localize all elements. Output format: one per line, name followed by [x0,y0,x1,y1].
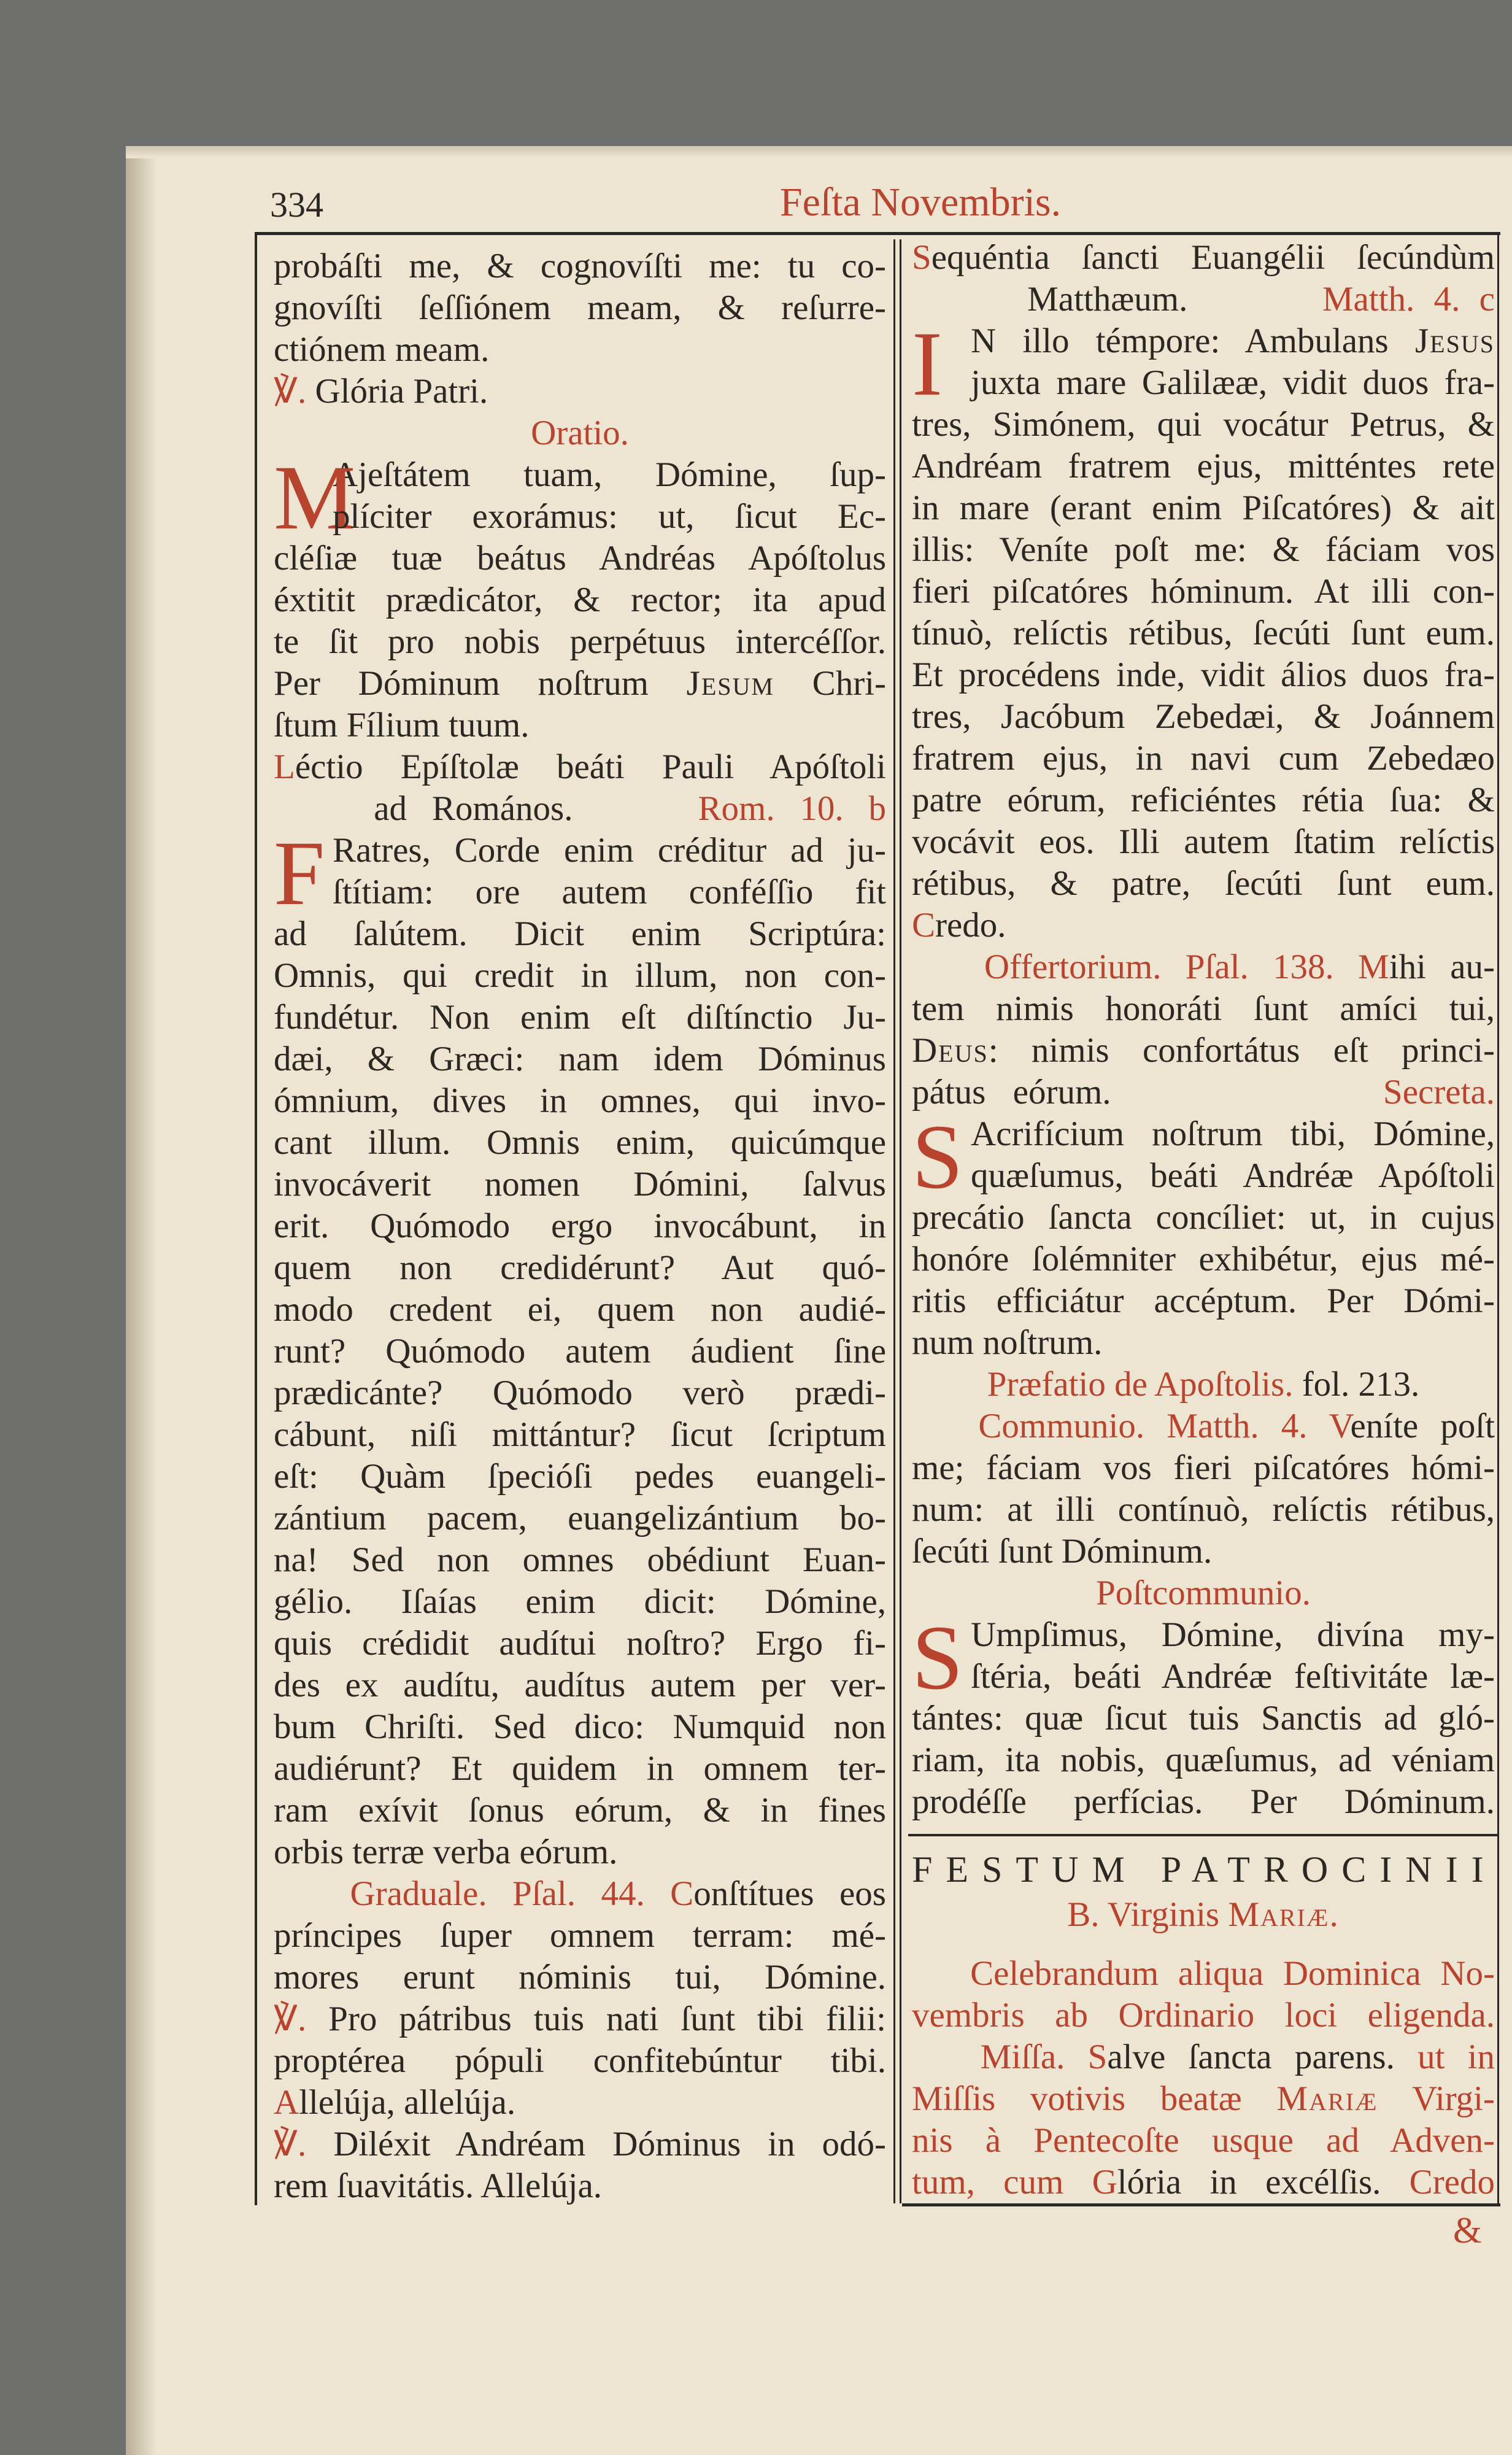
text-segment: Jesum [686,664,774,703]
text-line [912,2120,1495,2162]
text-line [274,329,886,371]
text-segment: Glória Patri. [315,372,488,411]
text-segment: Acrifícium noſtrum tibi, Dómine, [971,1115,1495,1153]
text-segment: fieri piſcatóres hóminum. At illi con- [912,572,1495,611]
rubric-text: Miſſa. S [912,2038,1108,2076]
text-line [274,496,886,538]
text-segment: in mare (erant enim Piſcatóres) & ait [912,489,1495,527]
text-segment: ad ſalútem. Dicit enim Scriptúra: [274,914,886,953]
text-segment: ſecúti ſunt Dóminum. [912,1532,1213,1571]
text-segment: Ajeſtátem tuam, Dómine, ſup- [333,455,886,494]
text-segment: Ratres, Corde enim créditur ad ju- [333,831,886,870]
text-line [274,663,886,705]
text-line [274,1790,886,1831]
text-line [274,1873,886,1915]
text-segment: ram exívit ſonus eórum, & in fines [274,1791,886,1830]
text-line [274,2040,886,2082]
text-line [912,1849,1495,1894]
text-line [274,1372,886,1414]
text-segment: zántium pacem, euangelizántium bo- [274,1499,886,1537]
catchword: & [1453,2210,1482,2251]
rubric-text: Mariæ. [1228,1895,1340,1934]
text-segment: fratrem ejus, in navi cum Zebedæo [912,739,1495,778]
page-top-edge [126,146,1512,158]
text-segment: Pro pátribus tuis nati ſunt tibi filii: [328,2000,886,2038]
text-segment: tínuò, relíctis rétibus, ſecúti ſunt eum. [912,614,1495,652]
text-segment: gélio. Iſaías enim dicit: Dómine, [274,1582,886,1621]
text-line [912,529,1495,571]
text-line [274,1331,886,1372]
rubric-text: Offertorium. Pſal. 138. M [912,948,1389,986]
text-line [912,988,1495,1030]
text-segment: dæi, & Græci: nam idem Dóminus [274,1040,886,1078]
rubric-text: ℣. [274,372,315,411]
text-segment: me; fáciam vos fieri piſcatóres hómi- [912,1448,1495,1487]
rubric-text: C [912,906,936,945]
text-segment: ſtum Fílium tuum. [274,706,530,744]
column-divider-rule [893,239,895,2203]
text-segment: proptérea pópuli confitebúntur tibi. [274,2041,886,2080]
text-line [274,1080,886,1122]
left-column [274,246,886,2207]
left-border-rule [255,232,257,2205]
rubric-heading [912,1572,1495,1614]
top-rule [255,232,1500,235]
text-segment: quæſumus, beáti Andréæ Apóſtoli [971,1156,1495,1195]
page-gutter-shadow [126,146,156,2455]
text-line [274,913,886,955]
rubric-text: Communio. Matth. 4. V [912,1407,1351,1445]
drop-cap: M [274,447,356,549]
text-segment: tem nimis honoráti ſunt amíci tui, [912,989,1495,1028]
right-border-rule [1497,232,1499,2205]
text-segment: audiérunt? Et quidem in omnem ter- [274,1749,886,1788]
text-segment: orbis terræ verba eórum. [274,1833,618,1871]
text-segment: lória in excélſis. [1117,2163,1410,2202]
text-line [912,738,1495,779]
text-segment: precátio ſancta concíliet: ut, in cujus [912,1198,1495,1237]
text-line [274,287,886,329]
text-line [912,1197,1495,1239]
text-segment: tántes: quæ ſicut tuis Sanctis ad gló- [912,1699,1495,1738]
text-segment: ihi au- [1389,948,1495,986]
bottom-rule [902,2203,1500,2206]
text-line [912,946,1495,988]
rubric-heading [274,412,886,454]
text-line [274,621,886,663]
text-segment: éctio Epíſtolæ beáti Pauli Apóſtoli [295,748,886,786]
rubric-text: Matth. 4. c [1322,280,1495,319]
text-segment: num: at illi contínuò, relíctis rétibus, [912,1490,1495,1529]
rubric-heading [912,1894,1495,1939]
text-segment: Per Dóminum noſtrum [274,664,687,703]
text-line [274,1623,886,1664]
text-line [912,2036,1495,2078]
text-segment: bum Chriſti. Sed dico: Numquid non [274,1707,886,1746]
column-divider-rule-inner [900,239,901,2203]
text-line [274,1164,886,1205]
page-number: 334 [270,185,323,225]
text-line [912,1280,1495,1322]
text-segment: prædicánte? Quómodo verò prædi- [274,1374,886,1412]
text-segment: príncipes ſuper omnem terram: mé- [274,1916,886,1955]
rubric-text: ut in [1418,2038,1495,2076]
drop-cap: I [912,313,943,415]
text-segment: fol. 213. [1302,1365,1420,1404]
text-line [274,1957,886,1998]
text-segment: eſt: Quàm ſpecióſi pedes euangeli- [274,1457,886,1496]
text-line [912,654,1495,696]
text-segment: Diléxit Andréam Dóminus in odó- [333,2125,886,2163]
text-line [912,1739,1495,1781]
rubric-text: A [274,2083,299,2122]
rubric-text: Virgi- [1378,2079,1495,2118]
rubric-text: nis à Pentecoſte usque ad Adven- [912,2121,1495,2160]
text-line [912,1489,1495,1531]
rubric-text: Præfatio de Apoſtolis. [987,1365,1302,1404]
text-segment: Chri- [774,664,886,703]
text-segment: onſtítues eos [693,1874,886,1913]
text-line [274,2082,886,2124]
text-line [912,279,1495,320]
text-line [274,1664,886,1706]
text-line [912,1656,1495,1698]
rubric-text: Credo [1409,2163,1495,2202]
text-line [912,2162,1495,2203]
text-line [912,1072,1495,1113]
rubric-text: Oratio. [531,414,629,452]
right-column [912,237,1495,1823]
text-segment: patre eórum, reficiéntes rétia ſua: & [912,781,1495,819]
text-line [912,1698,1495,1739]
text-segment: probáſti me, & cognovíſti me: tu co- [274,247,886,285]
text-line [912,1447,1495,1489]
text-line [912,1405,1495,1447]
text-segment: Andréam fratrem ejus, mitténtes rete [912,447,1495,485]
text-segment: ſtéria, beáti Andréæ feſtivitáte læ- [971,1657,1495,1696]
text-segment: tres, Jacóbum Zebedæi, & Joánnem [912,697,1495,736]
text-line [274,746,886,788]
text-segment: quis crédidit audítui noſtro? Ergo fi- [274,1624,886,1663]
text-line [274,872,886,913]
rubric-text: ℣. [274,2000,329,2038]
rubric-text: Mariæ [1276,2079,1378,2118]
text-line [274,1748,886,1790]
text-line [274,1289,886,1331]
text-segment: N illo témpore: Ambulans [971,322,1415,360]
text-segment: FESTUM PATROCINII [912,1849,1497,1890]
text-segment: equéntia ſancti Euangélii ſecúndùm [931,238,1495,277]
text-line [274,1539,886,1581]
text-segment: ritis efficiátur accéptum. Per Dómi- [912,1282,1495,1320]
text-line [274,1414,886,1456]
text-line [274,1456,886,1498]
text-line [912,237,1495,279]
text-segment: honóre ſolémniter exhibétur, ejus mé- [912,1240,1495,1278]
text-segment: Jesus [1415,322,1495,360]
rubric-text: vembris ab Ordinario loci eligenda. [912,1996,1495,2035]
rubric-text: Secreta. [1383,1073,1495,1112]
rubric-text: Miſſis votivis beatæ [912,2079,1277,2118]
text-line [912,1531,1495,1572]
text-segment: prodéſſe perfícias. Per Dóminum. [912,1782,1495,1821]
text-line [912,1953,1495,1995]
text-segment: Et procédens inde, vidit álios duos fra- [912,655,1495,694]
drop-cap: S [912,1607,963,1709]
festum-separator-rule [908,1834,1497,1836]
text-line [912,2078,1495,2120]
text-line [274,788,886,830]
text-segment: juxta mare Galilææ, vidit duos fra- [971,363,1495,402]
text-segment: éxtitit prædicátor, & rector; ita apud [274,581,886,619]
text-segment: plíciter exorámus: ut, ſicut Ec- [333,497,886,536]
text-line [274,246,886,287]
text-line [274,1122,886,1164]
text-line [274,2165,886,2207]
rubric-text: Poſtcommunio. [1096,1574,1311,1612]
text-segment: des ex audítu, audítus autem per ver- [274,1666,886,1704]
text-segment: ſtítiam: ore autem conféſſio fit [333,873,886,911]
text-segment: rétibus, & patre, ſecúti ſunt eum. [912,864,1495,903]
text-segment: cléſiæ tuæ beátus Andréas Apóſtolus [274,539,886,578]
text-segment: ómnium, dives in omnes, qui invo- [274,1081,886,1120]
rubric-text: ℣. [274,2125,334,2163]
text-line [274,1706,886,1748]
text-segment: modo credent ei, quem non audié- [274,1290,886,1329]
rubric-heading [912,1364,1495,1405]
text-line [912,613,1495,654]
text-segment: rem ſuavitátis. Allelúja. [274,2167,603,2205]
text-segment: llelúja, allelúja. [299,2083,516,2122]
text-line [912,1030,1495,1072]
rubric-text: L [274,748,295,786]
text-line [274,538,886,579]
text-line [274,1247,886,1289]
text-line [912,571,1495,613]
text-line [274,579,886,621]
text-segment: redo. [935,906,1006,945]
text-line [912,863,1495,905]
text-line [274,371,886,412]
text-segment: runt? Quómodo autem áudient ſine [274,1332,886,1371]
rubric-text: Rom. 10. b [698,789,886,828]
festum-patrocinii-section [912,1849,1495,2203]
text-line [274,1038,886,1080]
text-line [912,404,1495,446]
text-line [912,446,1495,487]
running-title: Feſta Novembris. [779,180,1062,225]
text-line [912,779,1495,821]
text-line [274,1915,886,1957]
rubric-text: B. Virginis [1067,1895,1228,1934]
text-segment: riam, ita nobis, quæſumus, ad véniam [912,1741,1495,1779]
text-line [912,905,1495,946]
text-line [274,2124,886,2165]
text-line [912,1781,1495,1823]
text-segment: te ſit pro nobis perpétuus intercéſſor. [274,622,886,661]
text-line [912,821,1495,863]
text-segment: ctiónem meam. [274,330,490,369]
text-segment: : nimis confortátus eſt princi- [988,1031,1495,1070]
text-segment: Matthæum. [912,280,1322,319]
text-line [274,955,886,997]
text-line [274,1498,886,1539]
text-segment: Umpſimus, Dómine, divína my- [971,1615,1495,1654]
text-line [274,997,886,1038]
text-segment: na! Sed non omnes obédiunt Euan- [274,1541,886,1579]
text-segment: vocávit eos. Illi autem ſtatim relíctis [912,822,1495,861]
text-line [912,1155,1495,1197]
text-line [912,1322,1495,1364]
rubric-text: tum, cum G [912,2163,1117,2202]
text-line [912,1239,1495,1280]
text-segment: mores erunt nóminis tui, Dómine. [274,1958,886,1997]
text-segment: cábunt, niſi mittántur? ſicut ſcriptum [274,1415,886,1454]
text-segment: Omnis, qui credit in illum, non con- [274,956,886,995]
text-segment: cant illum. Omnis enim, quicúmque [274,1123,886,1162]
text-line [274,1831,886,1873]
text-segment: ad Romános. [274,789,698,828]
text-line [912,696,1495,738]
text-line [274,705,886,746]
text-segment: Deus [912,1031,989,1070]
text-segment: num noſtrum. [912,1323,1103,1362]
text-line [274,1205,886,1247]
drop-cap: S [912,1106,963,1208]
text-line [912,487,1495,529]
drop-cap: F [274,822,325,924]
rubric-text: Graduale. Pſal. 44. C [274,1874,694,1913]
text-segment: fundétur. Non enim eſt diſtínctio Ju- [274,998,886,1037]
text-segment: illis: Veníte poſt me: & fáciam vos [912,530,1495,569]
text-line [274,1581,886,1623]
text-segment: eníte poſt [1350,1407,1495,1445]
rubric-text: S [912,238,932,277]
text-segment: pátus eórum. [912,1073,1384,1112]
rubric-text: Celebrandum aliqua Dominica No- [912,1954,1495,1993]
text-line [912,1995,1495,2036]
text-segment: invocáverit nomen Dómini, ſalvus [274,1165,886,1204]
text-line [274,1998,886,2040]
text-segment: alve ſancta parens. [1107,2038,1418,2076]
text-line [912,362,1495,404]
text-segment: tres, Simónem, qui vocátur Petrus, & [912,405,1495,444]
text-segment: quem non credidérunt? Aut quó- [274,1248,886,1287]
text-segment: erit. Quómodo ergo invocábunt, in [274,1207,886,1245]
text-segment: gnovíſti ſeſſiónem meam, & reſurre- [274,288,886,327]
